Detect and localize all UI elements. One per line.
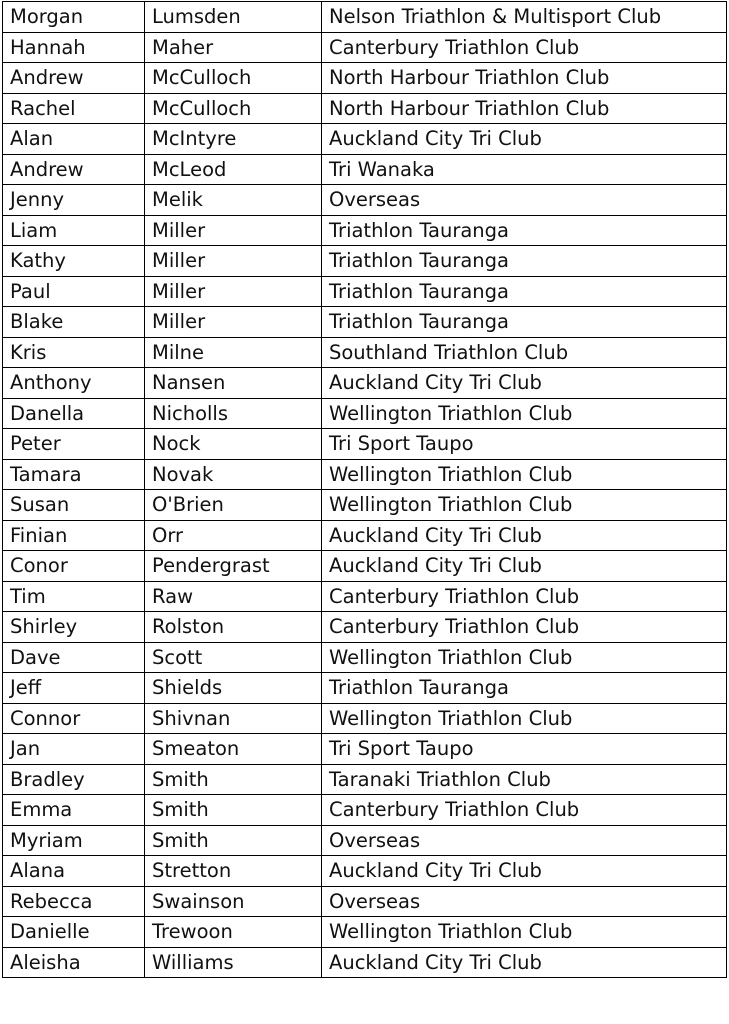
first-name-cell: Danella (3, 398, 145, 429)
table-row (3, 612, 727, 643)
table-row (3, 429, 727, 460)
club-cell: Auckland City Tri Club (322, 947, 727, 978)
first-name-cell: Tamara (3, 459, 145, 490)
last-name-cell: Melik (145, 185, 322, 216)
club-cell: Wellington Triathlon Club (322, 703, 727, 734)
table-row (3, 795, 727, 826)
club-cell: Triathlon Tauranga (322, 307, 727, 338)
first-name-cell: Blake (3, 307, 145, 338)
last-name-cell: Stretton (145, 856, 322, 887)
table-row (3, 917, 727, 948)
first-name-cell: Kathy (3, 246, 145, 277)
club-cell: Canterbury Triathlon Club (322, 612, 727, 643)
table-row (3, 490, 727, 521)
first-name-cell: Rebecca (3, 886, 145, 917)
club-cell: Overseas (322, 185, 727, 216)
first-name-cell: Danielle (3, 917, 145, 948)
club-cell: Canterbury Triathlon Club (322, 581, 727, 612)
table-row (3, 185, 727, 216)
last-name-cell: Williams (145, 947, 322, 978)
first-name-cell: Andrew (3, 154, 145, 185)
last-name-cell: Shields (145, 673, 322, 704)
club-cell: Canterbury Triathlon Club (322, 795, 727, 826)
table-row (3, 63, 727, 94)
table-row (3, 734, 727, 765)
first-name-cell: Finian (3, 520, 145, 551)
table-row (3, 2, 727, 33)
table-row (3, 673, 727, 704)
first-name-cell: Susan (3, 490, 145, 521)
roster-table (2, 1, 727, 978)
roster-table-body (3, 2, 727, 978)
table-row (3, 581, 727, 612)
first-name-cell: Aleisha (3, 947, 145, 978)
first-name-cell: Rachel (3, 93, 145, 124)
club-cell: Wellington Triathlon Club (322, 398, 727, 429)
club-cell: Overseas (322, 825, 727, 856)
table-row (3, 93, 727, 124)
last-name-cell: Nansen (145, 368, 322, 399)
first-name-cell: Connor (3, 703, 145, 734)
last-name-cell: McLeod (145, 154, 322, 185)
club-cell: Tri Sport Taupo (322, 734, 727, 765)
first-name-cell: Paul (3, 276, 145, 307)
last-name-cell: Maher (145, 32, 322, 63)
last-name-cell: McCulloch (145, 93, 322, 124)
club-cell: North Harbour Triathlon Club (322, 93, 727, 124)
last-name-cell: Novak (145, 459, 322, 490)
table-row (3, 337, 727, 368)
table-row (3, 886, 727, 917)
table-row (3, 856, 727, 887)
club-cell: Auckland City Tri Club (322, 124, 727, 155)
last-name-cell: Smith (145, 795, 322, 826)
club-cell: Southland Triathlon Club (322, 337, 727, 368)
last-name-cell: McCulloch (145, 63, 322, 94)
first-name-cell: Dave (3, 642, 145, 673)
club-cell: Triathlon Tauranga (322, 276, 727, 307)
first-name-cell: Alana (3, 856, 145, 887)
last-name-cell: Scott (145, 642, 322, 673)
table-row (3, 32, 727, 63)
first-name-cell: Jeff (3, 673, 145, 704)
last-name-cell: Smith (145, 764, 322, 795)
last-name-cell: Smith (145, 825, 322, 856)
last-name-cell: Nock (145, 429, 322, 460)
last-name-cell: O'Brien (145, 490, 322, 521)
last-name-cell: Miller (145, 215, 322, 246)
table-row (3, 947, 727, 978)
table-row (3, 703, 727, 734)
table-row (3, 642, 727, 673)
club-cell: Auckland City Tri Club (322, 520, 727, 551)
table-row (3, 368, 727, 399)
club-cell: Taranaki Triathlon Club (322, 764, 727, 795)
first-name-cell: Kris (3, 337, 145, 368)
last-name-cell: Trewoon (145, 917, 322, 948)
first-name-cell: Emma (3, 795, 145, 826)
club-cell: Nelson Triathlon & Multisport Club (322, 2, 727, 33)
last-name-cell: Pendergrast (145, 551, 322, 582)
last-name-cell: Miller (145, 246, 322, 277)
club-cell: Wellington Triathlon Club (322, 642, 727, 673)
last-name-cell: Nicholls (145, 398, 322, 429)
club-cell: North Harbour Triathlon Club (322, 63, 727, 94)
last-name-cell: Raw (145, 581, 322, 612)
first-name-cell: Liam (3, 215, 145, 246)
table-row (3, 307, 727, 338)
club-cell: Triathlon Tauranga (322, 673, 727, 704)
first-name-cell: Alan (3, 124, 145, 155)
table-row (3, 459, 727, 490)
club-cell: Wellington Triathlon Club (322, 490, 727, 521)
last-name-cell: McIntyre (145, 124, 322, 155)
first-name-cell: Andrew (3, 63, 145, 94)
table-row (3, 215, 727, 246)
first-name-cell: Hannah (3, 32, 145, 63)
first-name-cell: Tim (3, 581, 145, 612)
last-name-cell: Milne (145, 337, 322, 368)
first-name-cell: Shirley (3, 612, 145, 643)
table-row (3, 398, 727, 429)
table-row (3, 124, 727, 155)
table-row (3, 154, 727, 185)
first-name-cell: Morgan (3, 2, 145, 33)
club-cell: Wellington Triathlon Club (322, 459, 727, 490)
last-name-cell: Miller (145, 276, 322, 307)
first-name-cell: Peter (3, 429, 145, 460)
table-row (3, 825, 727, 856)
table-row (3, 246, 727, 277)
table-row (3, 276, 727, 307)
first-name-cell: Conor (3, 551, 145, 582)
last-name-cell: Miller (145, 307, 322, 338)
last-name-cell: Shivnan (145, 703, 322, 734)
table-row (3, 764, 727, 795)
club-cell: Triathlon Tauranga (322, 215, 727, 246)
last-name-cell: Rolston (145, 612, 322, 643)
first-name-cell: Anthony (3, 368, 145, 399)
club-cell: Triathlon Tauranga (322, 246, 727, 277)
club-cell: Wellington Triathlon Club (322, 917, 727, 948)
club-cell: Auckland City Tri Club (322, 856, 727, 887)
club-cell: Auckland City Tri Club (322, 551, 727, 582)
table-row (3, 551, 727, 582)
first-name-cell: Bradley (3, 764, 145, 795)
last-name-cell: Lumsden (145, 2, 322, 33)
club-cell: Tri Sport Taupo (322, 429, 727, 460)
first-name-cell: Jenny (3, 185, 145, 216)
club-cell: Canterbury Triathlon Club (322, 32, 727, 63)
table-row (3, 520, 727, 551)
club-cell: Auckland City Tri Club (322, 368, 727, 399)
last-name-cell: Orr (145, 520, 322, 551)
first-name-cell: Jan (3, 734, 145, 765)
last-name-cell: Swainson (145, 886, 322, 917)
club-cell: Overseas (322, 886, 727, 917)
last-name-cell: Smeaton (145, 734, 322, 765)
club-cell: Tri Wanaka (322, 154, 727, 185)
first-name-cell: Myriam (3, 825, 145, 856)
